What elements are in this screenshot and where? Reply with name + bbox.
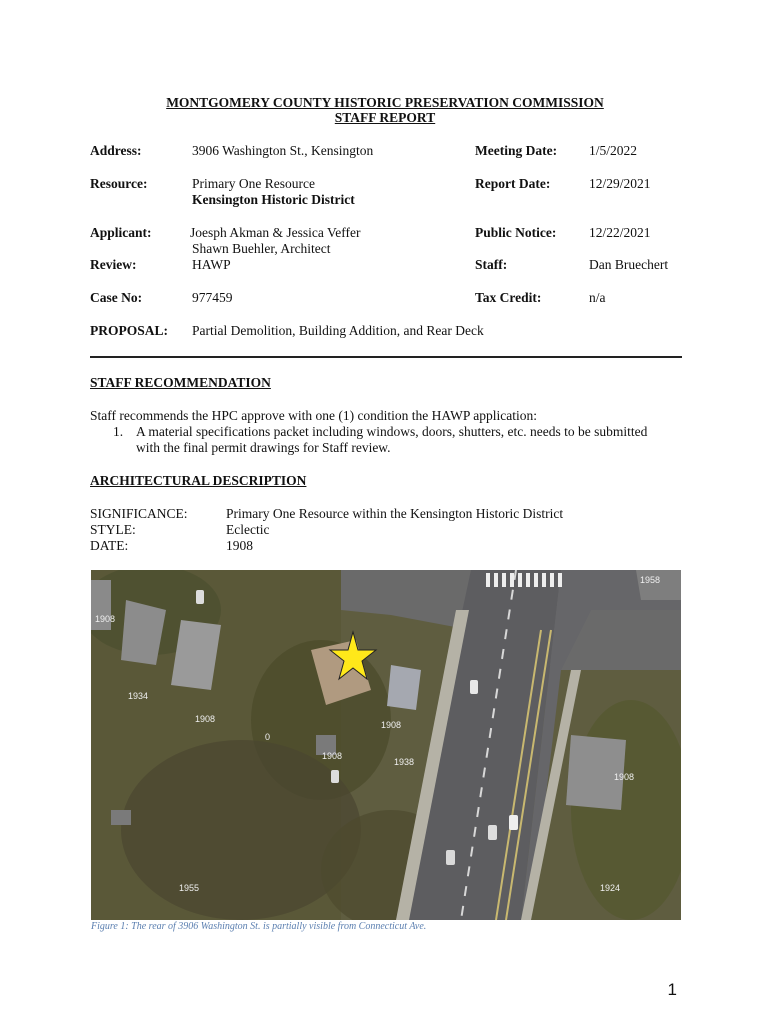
- map-label: 0: [265, 732, 271, 742]
- page-number: 1: [667, 980, 677, 999]
- report-date-label: Report Date:: [475, 176, 551, 191]
- report-agency-title: MONTGOMERY COUNTY HISTORIC PRESERVATION COMMISSION: [166, 95, 604, 110]
- address-value: 3906 Washington St., Kensington: [192, 143, 374, 158]
- staff-label: Staff:: [475, 257, 508, 272]
- date-label: DATE:: [90, 538, 129, 553]
- report-date-value: 12/29/2021: [589, 176, 651, 191]
- review-value: HAWP: [192, 257, 231, 272]
- recommendation-intro: Staff recommends the HPC approve with one (1) condition the HAWP application:: [90, 408, 537, 423]
- map-label: 1958: [640, 575, 661, 585]
- map-label: 1934: [128, 691, 149, 701]
- resource-label: Resource:: [90, 176, 148, 191]
- architect-value: Shawn Buehler, Architect: [192, 241, 331, 256]
- proposal-value: Partial Demolition, Building Addition, and Rear Deck: [192, 323, 484, 338]
- condition-number: 1.: [113, 424, 124, 439]
- staff-recommendation-heading: STAFF RECOMMENDATION: [90, 375, 271, 390]
- condition-text-line-2: with the final permit drawings for Staff review.: [136, 440, 391, 455]
- map-label: 1908: [614, 772, 635, 782]
- tax-credit-value: n/a: [589, 290, 606, 305]
- meeting-date-value: 1/5/2022: [589, 143, 638, 158]
- style-label: STYLE:: [90, 522, 136, 537]
- significance-label: SIGNIFICANCE:: [90, 506, 188, 521]
- figure-caption: Figure 1: The rear of 3906 Washington St. is partially visible from Connecticut Ave.: [91, 921, 427, 932]
- map-label: 1955: [179, 883, 200, 893]
- aerial-map-image: [91, 570, 681, 920]
- applicant-label: Applicant:: [90, 225, 152, 240]
- resource-district-value: Kensington Historic District: [192, 192, 355, 207]
- staff-value: Dan Bruechert: [589, 257, 669, 272]
- tax-credit-label: Tax Credit:: [475, 290, 542, 305]
- proposal-label: PROPOSAL:: [90, 323, 169, 338]
- applicant-value: Joesph Akman & Jessica Veffer: [190, 225, 361, 240]
- condition-text-line-1: A material specifications packet including windows, doors, shutters, etc. needs to be submitted: [136, 424, 648, 439]
- map-label: 1908: [381, 720, 402, 730]
- public-notice-value: 12/22/2021: [589, 225, 651, 240]
- aerial-map-drawing: [91, 570, 681, 920]
- map-label: 1908: [195, 714, 216, 724]
- resource-value: Primary One Resource: [192, 176, 315, 191]
- significance-value: Primary One Resource within the Kensington Historic District: [226, 506, 564, 521]
- public-notice-label: Public Notice:: [475, 225, 557, 240]
- section-divider: [90, 356, 682, 358]
- case-no-value: 977459: [192, 290, 233, 305]
- review-label: Review:: [90, 257, 137, 272]
- case-no-label: Case No:: [90, 290, 143, 305]
- map-label: 1908: [95, 614, 116, 624]
- date-value: 1908: [226, 538, 253, 553]
- architectural-description-heading: ARCHITECTURAL DESCRIPTION: [90, 473, 307, 488]
- map-label: 1908: [322, 751, 343, 761]
- meeting-date-label: Meeting Date:: [475, 143, 558, 158]
- style-value: Eclectic: [226, 522, 270, 537]
- report-type-title: STAFF REPORT: [334, 110, 436, 125]
- map-label: 1938: [394, 757, 415, 767]
- address-label: Address:: [90, 143, 142, 158]
- map-label: 1924: [600, 883, 621, 893]
